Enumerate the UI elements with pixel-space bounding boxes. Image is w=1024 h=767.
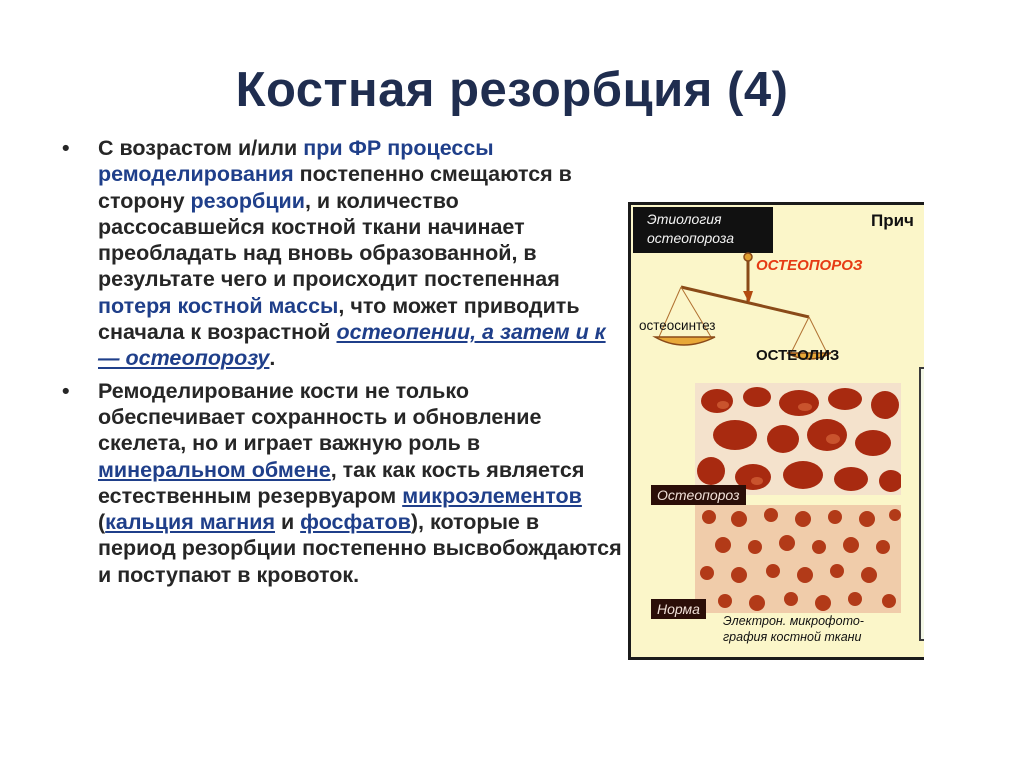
- bullet-list: [62, 135, 622, 594]
- osteoporosis-label: ОСТЕОПОРОЗ: [756, 257, 863, 274]
- link-osteopenia[interactable]: остеопении, а затем и к — остеопорозу: [98, 320, 606, 371]
- link-microelements[interactable]: микроэлементов: [402, 483, 582, 508]
- text-span: , что может приводить сначала к возрастной: [98, 293, 580, 345]
- text-span: (: [98, 510, 106, 535]
- etiology-line-1: Этиология: [647, 211, 722, 227]
- normal-bone-image: [695, 505, 901, 613]
- etiology-line-2: остеопороза: [647, 230, 735, 246]
- text-span: ), которые в период резорбции постепенно высвобождаются и поступают в кровоток.: [98, 510, 622, 587]
- slide-title: Костная резорбция (4): [235, 63, 789, 117]
- causes-header: Прич: [871, 211, 914, 230]
- link-phosphates[interactable]: фосфатов: [300, 510, 411, 535]
- bullet-dot: •: [62, 136, 70, 160]
- text-span: и: [275, 510, 301, 535]
- text-span: Ремоделирование кости не только обеспечивает сохранность и обновление скелета, но и играет важную роль в: [98, 378, 542, 456]
- osteoporosis-figure: [628, 202, 924, 660]
- osteosynthesis-label: остеосинтез: [639, 318, 716, 333]
- link-calcium-magnesium[interactable]: кальция магния: [105, 510, 275, 535]
- side-panel-edge: [919, 367, 924, 641]
- figure-caption: [723, 613, 864, 645]
- bullet-item-2: [62, 378, 622, 588]
- text-span: постепенно смещаются в сторону: [98, 162, 572, 213]
- osteolysis-label: ОСТЕОЛИЗ: [756, 347, 840, 364]
- caption-line-2: графия костной ткани: [723, 630, 862, 644]
- osteoporotic-bone-image: [695, 383, 901, 495]
- link-mineral-exchange[interactable]: минеральном обмене: [98, 457, 331, 482]
- bullet-dot: •: [62, 378, 70, 403]
- text-span: С возрастом и/или: [98, 136, 304, 160]
- text-span: , так как кость является естественным резервуаром: [98, 457, 585, 508]
- highlight-text: резорбции: [190, 188, 305, 213]
- text-span: .: [269, 346, 276, 371]
- caption-line-1: Электрон. микрофото-: [723, 614, 864, 628]
- highlight-text: потеря костной массы: [98, 293, 339, 318]
- highlight-text: при ФР процессы ремоделирования: [98, 136, 494, 187]
- text-span: , и количество рассосавшейся костной ткани начинает преобладать над вновь образованной, в результате чего и происходит постепенная: [98, 188, 560, 292]
- normal-tag: Норма: [651, 599, 706, 619]
- osteoporosis-tag: Остеопороз: [651, 485, 746, 505]
- bullet-item-1: [62, 135, 622, 372]
